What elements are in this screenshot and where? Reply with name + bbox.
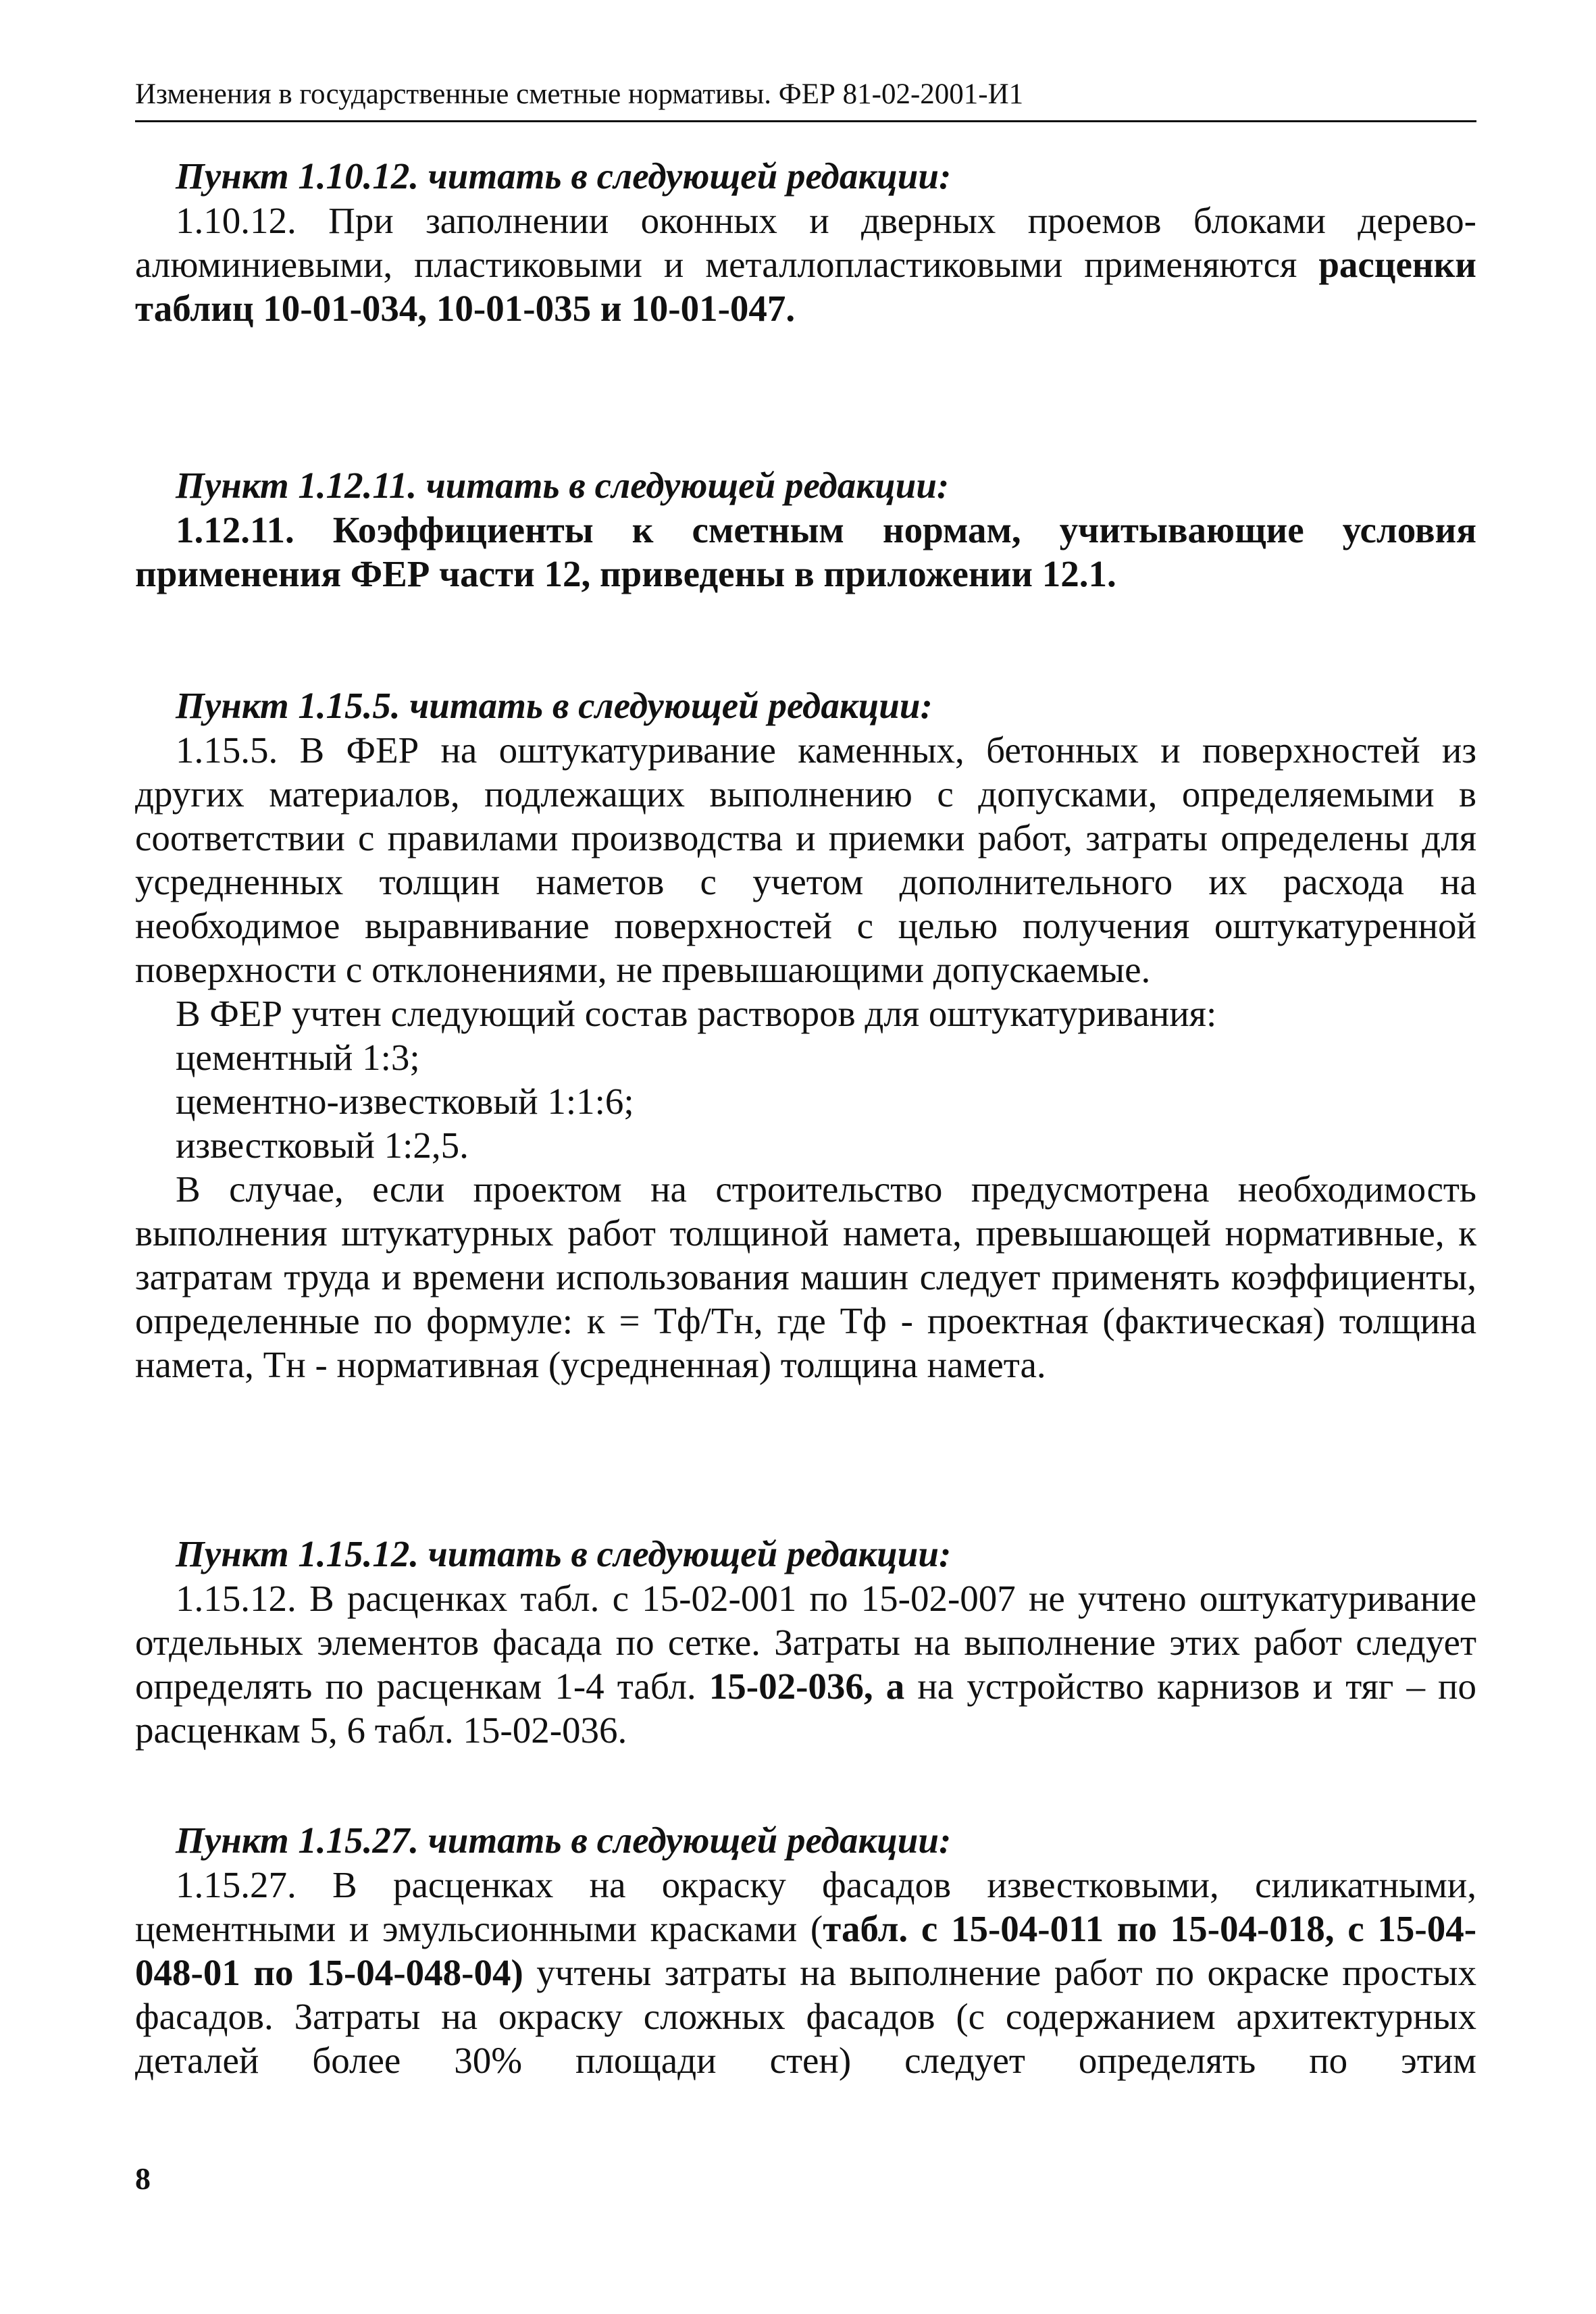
list-item: известковый 1:2,5.: [176, 1125, 469, 1166]
page-number: 8: [135, 2161, 151, 2196]
section-heading: Пункт 1.15.5. читать в следующей редакции:: [176, 685, 933, 726]
section-1-10-12: [135, 154, 1476, 330]
paragraph-text: учтены затраты на выполнение работ по окраске простых фасадов. Затраты на окраску сложных фасадов (с содержанием архитектурных деталей более 30% площади стен) следует определять по этим: [135, 1952, 1476, 2081]
section-1-15-27: [135, 1818, 1476, 2082]
paragraph-bold-text: 1.12.11. Коэффициенты к сметным нормам, учитывающие условия применения ФЕР части 12, приведены в приложении 12.1.: [135, 509, 1476, 594]
running-header: Изменения в государственные сметные нормативы. ФЕР 81-02-2001-И1: [135, 78, 1024, 110]
section-heading: Пункт 1.15.27. читать в следующей редакции:: [176, 1820, 952, 1861]
paragraph: В случае, если проектом на строительство предусмотрена необходимость выполнения штукатурных работ толщиной намета, превышающей нормативные, к затратам труда и времени использования машин следует применять коэффициенты, определенные по формуле: к = Тф/Тн, где Тф - проектная (фактическая) толщина намета, Тн - нормативная (усредненная) толщина намета.: [135, 1168, 1476, 1385]
paragraph: 1.15.5. В ФЕР на оштукатуривание каменных, бетонных и поверхностей из других материалов, подлежащих выполнению с допусками, определяемыми в соответствии с правилами производства и приемки работ, затраты определены для усредненных толщин наметов с учетом дополнительного их расхода на необходимое выравнивание поверхностей с целью получения оштукатуренной поверхности с отклонениями, не превышающими допускаемые.: [135, 729, 1476, 990]
section-heading: Пункт 1.15.12. читать в следующей редакции:: [176, 1533, 952, 1574]
paragraph: В ФЕР учтен следующий состав растворов для оштукатуривания:: [176, 993, 1217, 1034]
paragraph-text: 1.10.12. При заполнении оконных и дверных проемов блоками дерево-алюминиевыми, пластиковыми и металлопластиковыми применяются: [135, 200, 1476, 285]
section-1-12-11: [135, 463, 1476, 596]
paragraph-bold-text: 15-02-036, а: [709, 1666, 905, 1707]
section-heading: Пункт 1.10.12. читать в следующей редакции:: [176, 155, 952, 197]
paragraph: [135, 199, 1476, 330]
paragraph-bold-text: расценки таблиц 10-01-034, 10-01-035 и 10-01-047.: [135, 244, 1476, 329]
paragraph-bold-text: табл. с 15-04-011 по 15-04-018, с 15-04-048-01 по 15-04-048-04): [135, 1908, 1477, 1993]
list-item: цементно-известковый 1:1:6;: [176, 1081, 634, 1122]
section-1-15-12: [135, 1532, 1476, 1752]
paragraph: [135, 508, 1476, 596]
section-heading: Пункт 1.12.11. читать в следующей редакции:: [176, 465, 950, 506]
list-item: цементный 1:3;: [176, 1037, 420, 1078]
header-rule: [135, 120, 1476, 122]
paragraph: [135, 1576, 1476, 1752]
section-1-15-5: [135, 684, 1476, 1387]
paragraph-text: 1.15.27. В расценках на окраску фасадов известковыми, силикатными, цементными и эмульсионными красками (: [135, 1864, 1476, 1949]
paragraph-text: на устройство карнизов и тяг – по расценкам 5, 6 табл. 15-02-036.: [135, 1666, 1476, 1751]
paragraph-text: 1.15.12. В расценках табл. с 15-02-001 по 15-02-007 не учтено оштукатуривание отдельных элементов фасада по сетке. Затраты на выполнение этих работ следует определять по расценкам 1-4 табл.: [135, 1578, 1476, 1707]
paragraph: [135, 1863, 1476, 2082]
